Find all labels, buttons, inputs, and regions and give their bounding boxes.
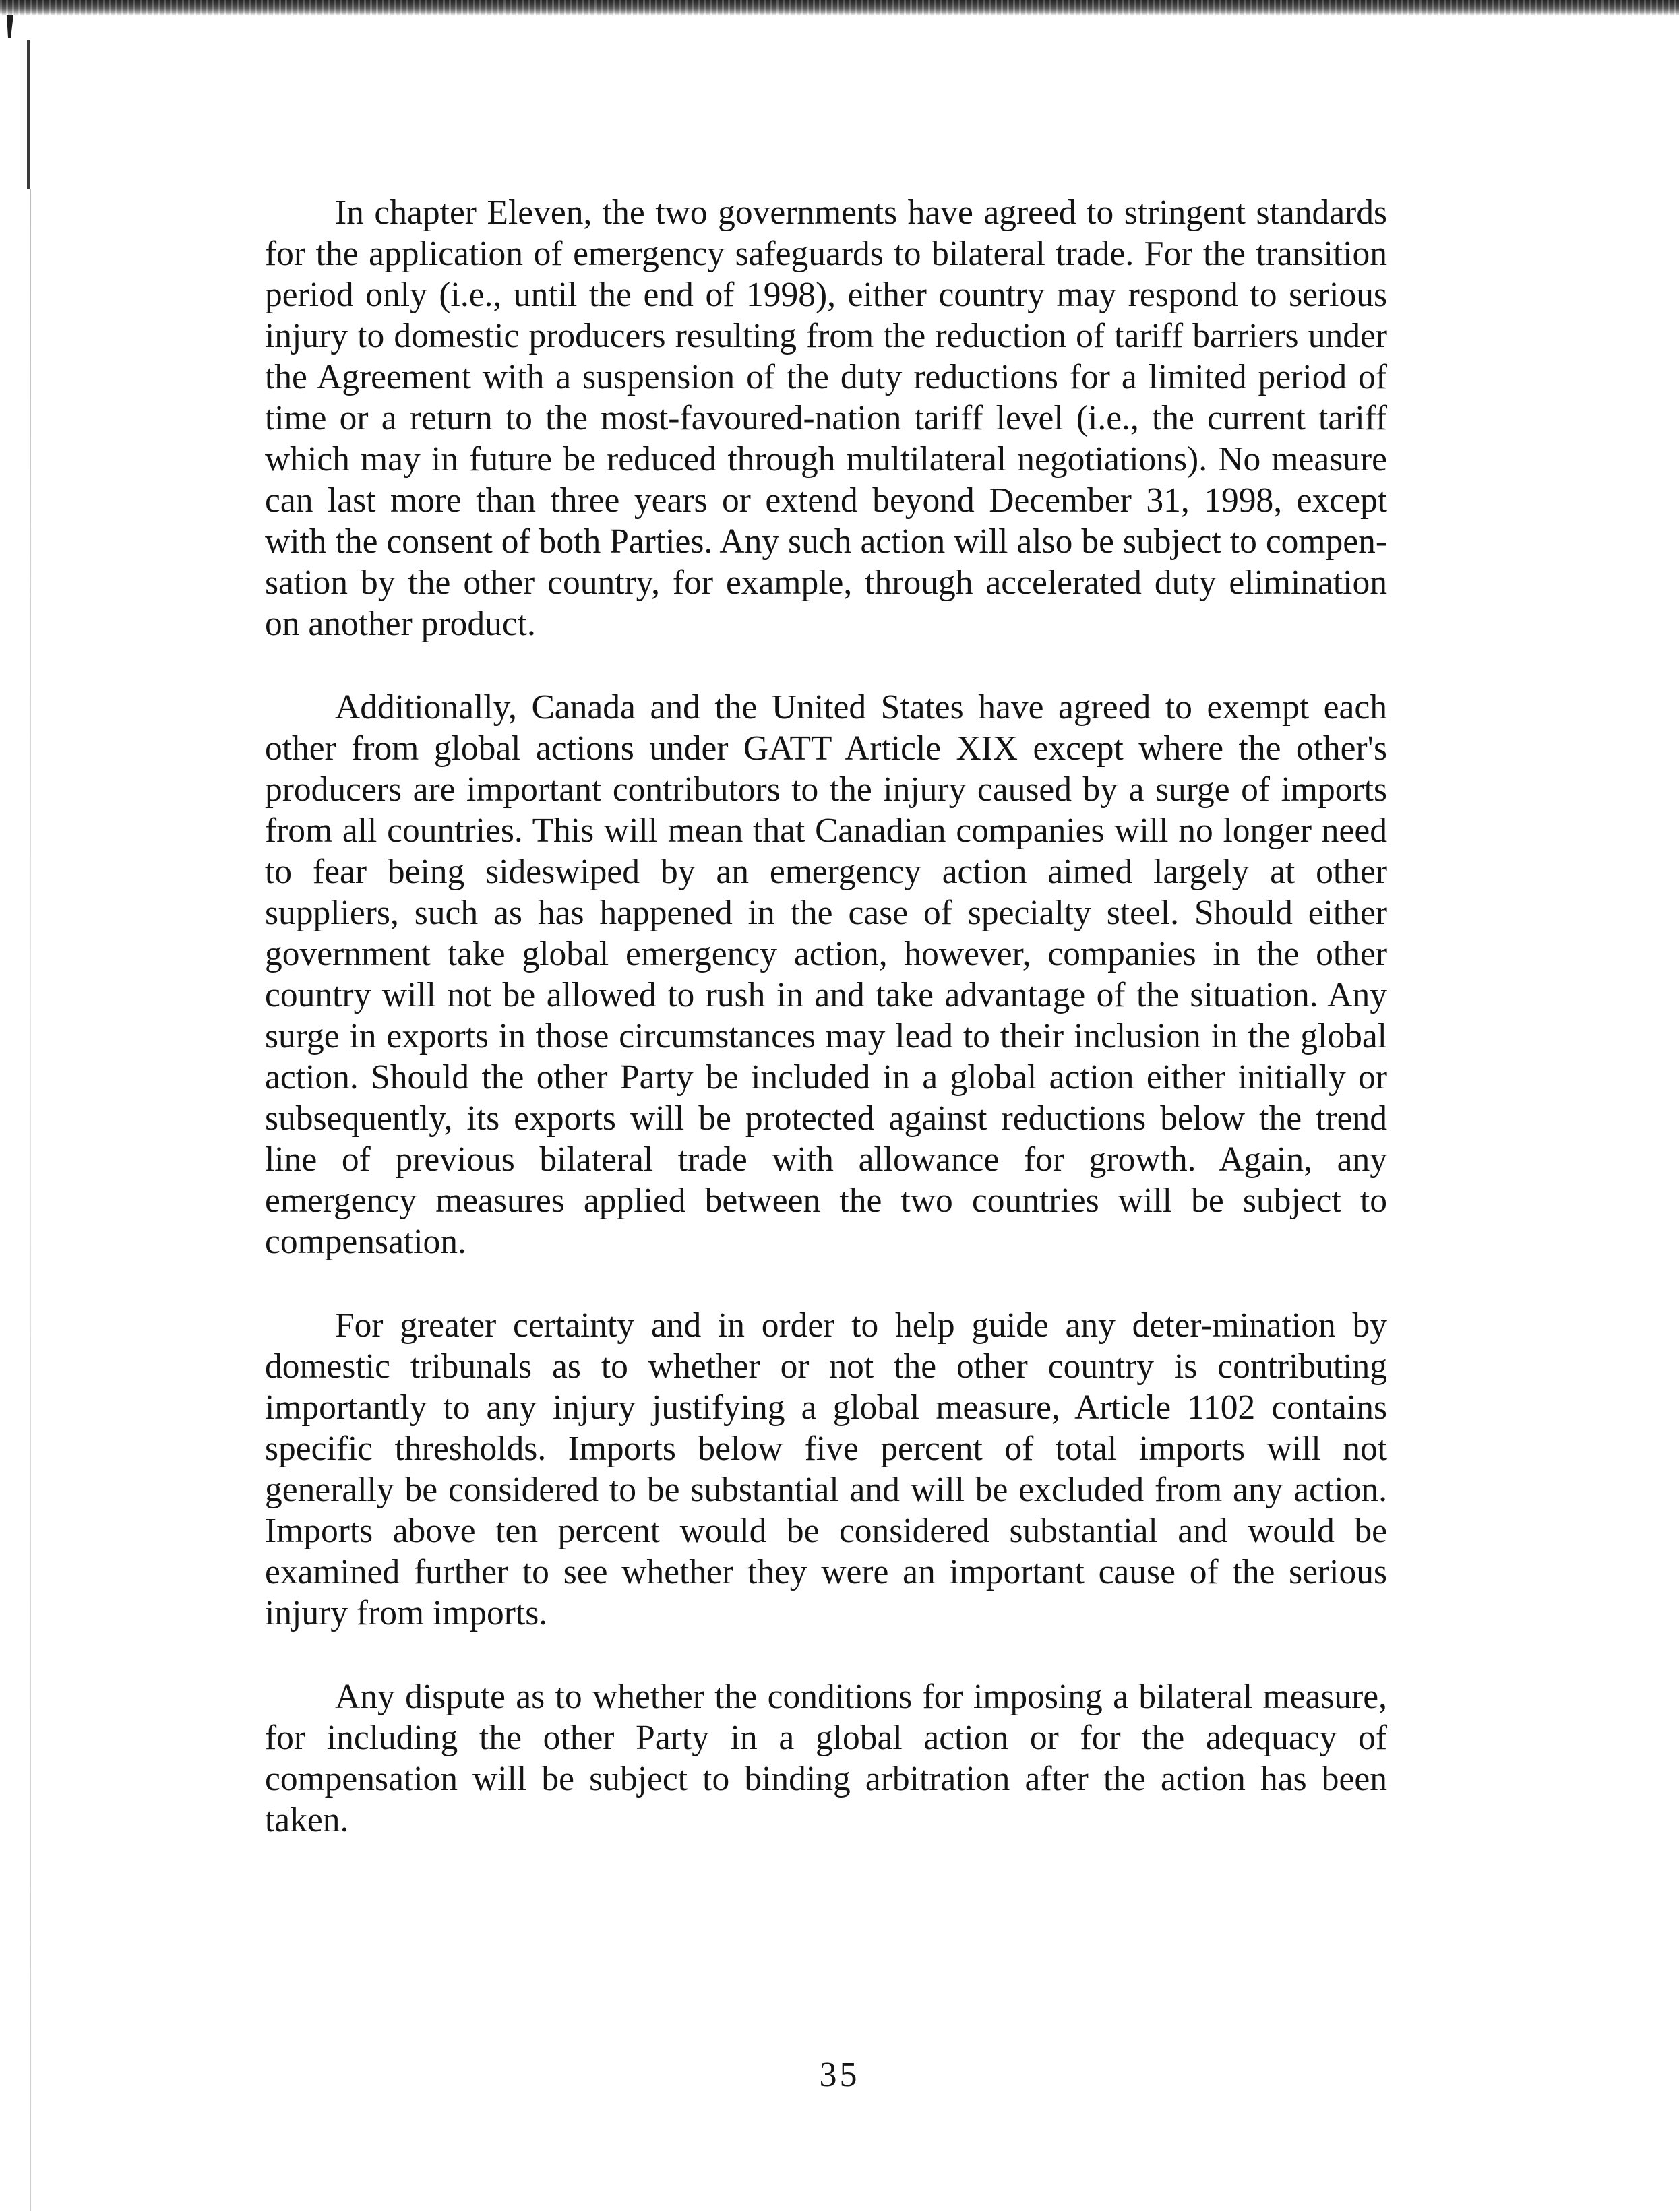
scan-top-edge	[0, 0, 1679, 15]
paragraph-binding-arbitration: Any dispute as to whether the conditions for imposing a bilateral measure, for including the other Party in a global action or for the adequacy of compensation will be subject to binding arbitration after the action has been taken.	[265, 1678, 1387, 1839]
paragraph-global-actions-exemption: Additionally, Canada and the United States have agreed to exempt each other from global actions under GATT Article XIX except where the other's producers are important contributors to the injury caused by a surge of imports from all countries. This will mean that Canadian companies will no longer need to fear being sideswiped by an emergency action aimed largely at other suppliers, such as has happened in the case of specialty steel. Should either government take global emergency action, however, companies in the other country will not be allowed to rush in and take advantage of the situation. Any surge in exports in those circumstances may lead to their inclusion in the global action. Should the other Party be included in a global action either initially or subsequently, its exports will be protected against reductions below the trend line of previous bilateral trade with allowance for growth. Again, any emergency measures applied between the two countries will be subject to compensation.	[265, 688, 1387, 1261]
scan-margin-line	[30, 189, 31, 2211]
scan-margin-bar	[27, 40, 30, 189]
scan-corner-mark	[7, 15, 13, 38]
page-number: 35	[819, 2056, 860, 2094]
document-body	[265, 192, 1387, 1841]
paragraph-emergency-safeguards: In chapter Eleven, the two governments have agreed to stringent standards for the application of emergency safeguards to bilateral trade. For the transition period only (i.e., until the end of 1998), either country may respond to serious injury to domestic producers resulting from the reduction of tariff barriers under the Agreement with a suspension of the duty reductions for a limited period of time or a return to the most-favoured-nation tariff level (i.e., the current tariff which may in future be reduced through multilateral negotiations). No measure can last more than three years or extend beyond December 31, 1998, except with the consent of both Parties. Any such action will also be subject to compen-sation by the other country, for example, through accelerated duty elimination on another product.	[265, 193, 1387, 643]
paragraph-article-1102-thresholds: For greater certainty and in order to help guide any deter-mination by domestic tribunals as to whether or not the other country is contributing importantly to any injury justifying a global measure, Article 1102 contains specific thresholds. Imports below five percent of total imports will not generally be considered to be substantial and will be excluded from any action. Imports above ten percent would be considered substantial and would be examined further to see whether they were an important cause of the serious injury from imports.	[265, 1306, 1387, 1632]
